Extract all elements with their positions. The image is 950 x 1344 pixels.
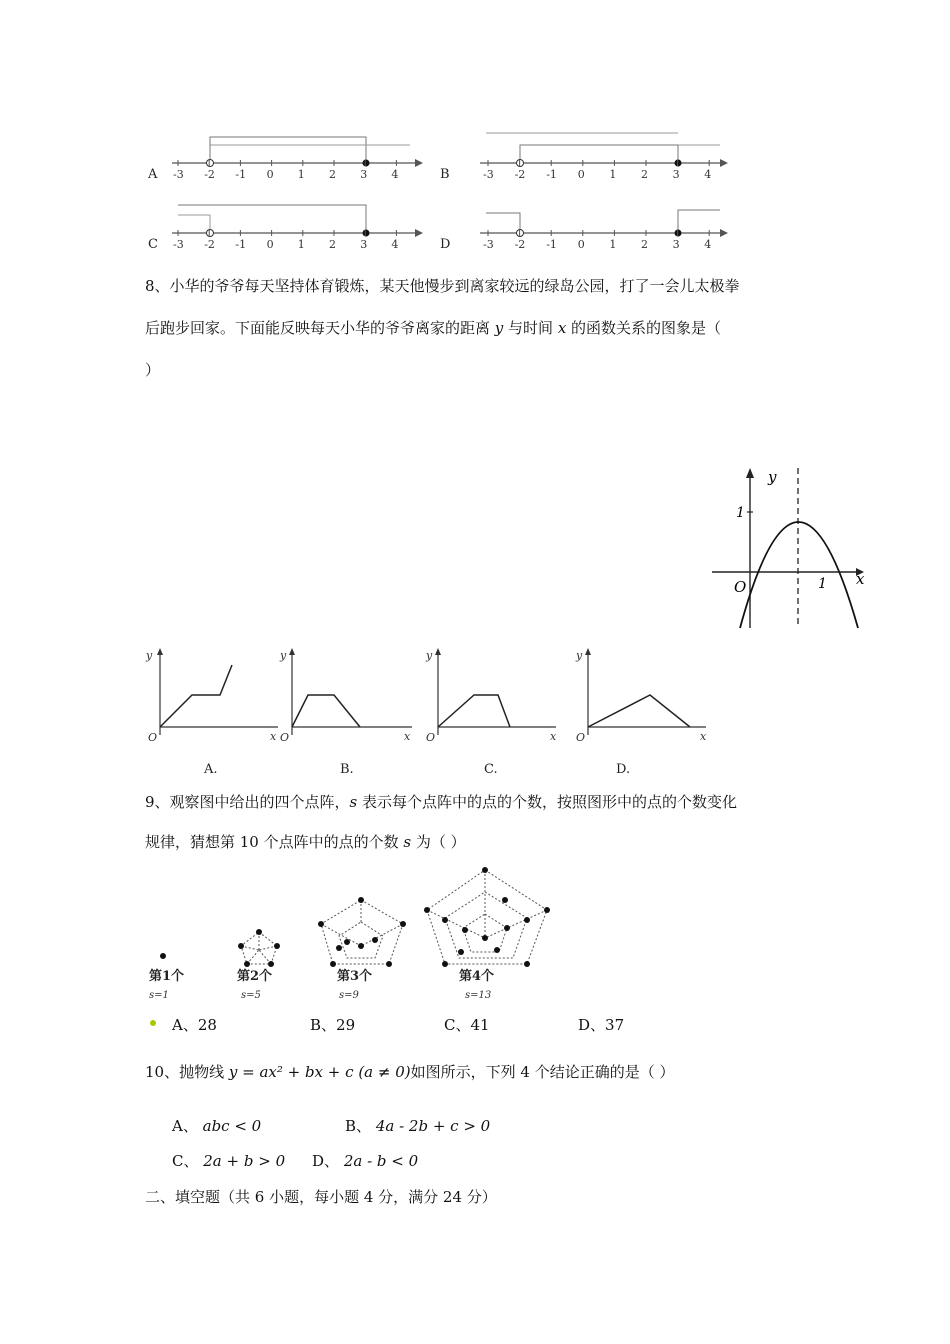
dot-figure-4 — [424, 867, 550, 1001]
number-line-tick-label: -2 — [514, 168, 526, 181]
dot-figure-2-count: s=5 — [241, 990, 261, 1001]
q8-line-3: ） — [145, 361, 161, 379]
q8-graph-a — [145, 648, 278, 777]
number-line-tick-label: 2 — [329, 168, 336, 181]
number-line-figures — [140, 125, 740, 260]
number-line-tick-label: 0 — [577, 238, 585, 251]
option-label-c: C — [148, 237, 158, 252]
parabola-axis-y: y — [768, 468, 777, 486]
svg-text:O: O — [280, 731, 290, 744]
number-line-tick-label: -3 — [173, 238, 184, 251]
svg-text:y: y — [576, 649, 583, 662]
number-line-tick-label: -1 — [235, 238, 247, 251]
dot-figure-1-count: s=1 — [149, 990, 169, 1001]
parabola-origin: O — [734, 578, 747, 596]
number-line-tick-label: 1 — [609, 168, 617, 181]
q9-dot-figures — [135, 860, 575, 1010]
number-line-tick-label: 2 — [329, 238, 336, 251]
q8-graph-d — [575, 648, 707, 777]
q9-choice-d[interactable]: D、37 — [578, 1016, 625, 1034]
dot-figure-3-count: s=9 — [339, 990, 359, 1001]
number-line-tick-label: -2 — [204, 168, 215, 181]
number-line-tick-label: -1 — [235, 168, 247, 181]
svg-text:O: O — [148, 731, 158, 744]
svg-text:x: x — [700, 730, 707, 743]
q10-choice-c[interactable]: C、 2a + b > 0 — [172, 1152, 286, 1170]
q9-choice-b[interactable]: B、29 — [310, 1016, 356, 1034]
svg-text:x: x — [550, 730, 557, 743]
q9-line-1: 9、观察图中给出的四个点阵，s 表示每个点阵中的点的个数，按照图形中的点的个数变化 — [145, 793, 738, 811]
q9-choice-a[interactable]: A、28 — [172, 1016, 217, 1034]
svg-text:x: x — [404, 730, 411, 743]
svg-text:y: y — [146, 649, 153, 662]
q8-line-2: 后跑步回家。下面能反映每天小华的爷爷离家的距离 y 与时间 x 的函数关系的图象是（ — [145, 319, 722, 337]
number-line-tick-label: -3 — [483, 238, 494, 251]
number-line-tick-label: 4 — [391, 168, 399, 181]
option-label-b: B — [440, 167, 450, 182]
parabola-tick-x: 1 — [818, 576, 827, 592]
q10-choice-b[interactable]: B、 4a - 2b + c > 0 — [345, 1117, 491, 1135]
number-line-tick-label: 3 — [360, 238, 368, 251]
number-line-tick-label: 3 — [672, 168, 680, 181]
svg-text:O: O — [426, 731, 436, 744]
svg-text:O: O — [576, 731, 586, 744]
bullet-dot — [150, 1020, 156, 1026]
q8-graph-c — [425, 648, 557, 777]
q8-option-b: B. — [340, 762, 354, 777]
section-2-heading: 二、填空题（共 6 小题，每小题 4 分，满分 24 分） — [145, 1188, 497, 1206]
number-line-option-b — [440, 133, 728, 182]
number-line-tick-label: 2 — [641, 168, 648, 181]
dot-figure-4-count: s=13 — [465, 990, 492, 1001]
number-line-tick-label: 3 — [360, 168, 368, 181]
q8-option-c: C. — [484, 762, 498, 777]
number-line-tick-label: 3 — [672, 238, 680, 251]
svg-text:x: x — [270, 730, 277, 743]
q8-line-1: 8、小华的爷爷每天坚持体育锻炼，某天他慢步到离家较远的绿岛公园，打了一会儿太极拳 — [145, 277, 740, 295]
q10-choice-a[interactable]: A、 abc < 0 — [172, 1117, 262, 1135]
svg-text:y: y — [426, 649, 433, 662]
dot-figure-2-caption: 第2个 — [237, 969, 273, 984]
svg-text:y: y — [280, 649, 287, 662]
dot-figure-1-caption: 第1个 — [149, 969, 185, 984]
number-line-tick-label: 0 — [577, 168, 585, 181]
q8-option-a: A. — [204, 762, 218, 777]
parabola-graph — [708, 462, 868, 632]
q9-choice-c[interactable]: C、41 — [444, 1016, 490, 1034]
parabola-axis-x: x — [856, 570, 865, 588]
number-line-tick-label: -3 — [173, 168, 184, 181]
dot-figure-3 — [318, 897, 406, 1001]
parabola-tick-y: 1 — [736, 505, 745, 521]
number-line-tick-label: 4 — [704, 238, 712, 251]
q10-choice-d[interactable]: D、 2a - b < 0 — [312, 1152, 419, 1170]
dot-figure-1 — [149, 953, 184, 1001]
number-line-option-c — [148, 205, 423, 252]
q9-line-2: 规律，猜想第 10 个点阵中的点的个数 s 为（ ） — [145, 833, 466, 851]
number-line-tick-label: 1 — [609, 238, 617, 251]
q8-option-d: D. — [616, 762, 631, 777]
number-line-tick-label: -2 — [204, 238, 215, 251]
q10-stem: 10、抛物线 y = ax² + bx + c (a ≠ 0)如图所示，下列 4 个结论正确的是（ ） — [145, 1063, 675, 1081]
number-line-tick-label: 4 — [704, 168, 712, 181]
number-line-option-d — [440, 210, 728, 252]
q8-graph-b — [279, 648, 412, 777]
number-line-option-a — [147, 137, 423, 182]
number-line-tick-label: -1 — [546, 168, 557, 181]
dot-figure-3-caption: 第3个 — [337, 969, 373, 984]
number-line-tick-label: -1 — [546, 238, 557, 251]
dot-figure-2 — [237, 929, 280, 1001]
number-line-tick-label: -2 — [514, 238, 526, 251]
q8-graphs — [140, 645, 720, 780]
number-line-tick-label: -3 — [483, 168, 494, 181]
number-line-tick-label: 4 — [391, 238, 399, 251]
number-line-tick-label: 0 — [266, 168, 274, 181]
number-line-tick-label: 2 — [641, 238, 648, 251]
number-line-tick-label: 1 — [297, 168, 305, 181]
dot-figure-4-caption: 第4个 — [459, 969, 495, 984]
number-line-tick-label: 1 — [297, 238, 305, 251]
option-label-a: A — [148, 167, 158, 182]
option-label-d: D — [440, 237, 451, 252]
number-line-tick-label: 0 — [266, 238, 274, 251]
